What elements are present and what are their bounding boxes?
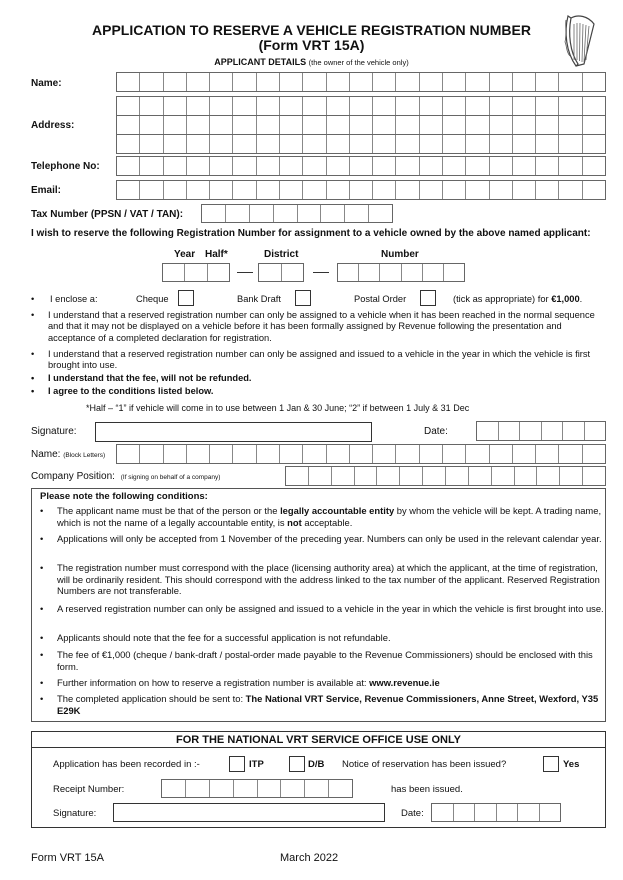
character-cell[interactable] xyxy=(490,445,513,463)
office-signature-field[interactable] xyxy=(113,803,385,822)
office-signature-label: Signature: xyxy=(53,808,97,819)
character-cell[interactable] xyxy=(499,422,521,440)
separator-dash xyxy=(237,272,253,273)
character-cell[interactable] xyxy=(140,135,163,153)
district-cells[interactable] xyxy=(258,263,304,282)
character-cell[interactable] xyxy=(210,73,233,91)
character-cell[interactable] xyxy=(210,445,233,463)
character-cell[interactable] xyxy=(233,181,256,199)
character-cell[interactable] xyxy=(540,804,561,821)
character-cell[interactable] xyxy=(281,780,305,797)
character-cell[interactable] xyxy=(443,445,466,463)
character-cell[interactable] xyxy=(466,116,489,134)
character-cell[interactable] xyxy=(542,422,564,440)
character-cell[interactable] xyxy=(466,73,489,91)
character-cell[interactable] xyxy=(536,116,559,134)
character-cell[interactable] xyxy=(350,135,373,153)
character-cell[interactable] xyxy=(140,445,163,463)
address-label: Address: xyxy=(31,120,75,131)
character-cell[interactable] xyxy=(210,135,233,153)
character-cell[interactable] xyxy=(513,97,536,115)
postal-order-checkbox[interactable] xyxy=(420,290,436,306)
character-cell[interactable] xyxy=(210,116,233,134)
applicant-details-heading: APPLICANT DETAILS (the owner of the vehicle only) xyxy=(214,57,409,67)
character-cell[interactable] xyxy=(443,73,466,91)
character-cell[interactable] xyxy=(380,264,401,281)
character-cell[interactable] xyxy=(280,135,303,153)
character-cell[interactable] xyxy=(513,135,536,153)
yes-label: Yes xyxy=(563,759,580,770)
character-cell[interactable] xyxy=(396,445,419,463)
character-cell[interactable] xyxy=(140,97,163,115)
character-cell[interactable] xyxy=(210,97,233,115)
character-cell[interactable] xyxy=(210,181,233,199)
character-cell[interactable] xyxy=(423,264,444,281)
receipt-label: Receipt Number: xyxy=(53,784,125,795)
character-cell[interactable] xyxy=(286,467,309,485)
character-cell[interactable] xyxy=(560,467,583,485)
character-cell[interactable] xyxy=(536,97,559,115)
character-cell[interactable] xyxy=(446,467,469,485)
character-cell[interactable] xyxy=(490,157,513,175)
character-cell[interactable] xyxy=(396,157,419,175)
character-cell[interactable] xyxy=(396,116,419,134)
character-cell[interactable] xyxy=(257,445,280,463)
character-cell[interactable] xyxy=(359,264,380,281)
half-note: *Half – “1” if vehicle will come in to use between 1 Jan & 30 June; “2” if between 1 July & 31 Dec xyxy=(86,403,470,413)
character-cell[interactable] xyxy=(303,97,326,115)
character-cell[interactable] xyxy=(466,135,489,153)
db-checkbox[interactable] xyxy=(289,756,305,772)
character-cell[interactable] xyxy=(117,135,140,153)
character-cell[interactable] xyxy=(250,205,274,222)
yes-checkbox[interactable] xyxy=(543,756,559,772)
character-cell[interactable] xyxy=(303,157,326,175)
bank-draft-checkbox[interactable] xyxy=(295,290,311,306)
character-cell[interactable] xyxy=(373,116,396,134)
character-cell[interactable] xyxy=(513,181,536,199)
year-half-cells[interactable] xyxy=(162,263,230,282)
character-cell[interactable] xyxy=(559,116,582,134)
character-cell[interactable] xyxy=(518,804,540,821)
character-cell[interactable] xyxy=(466,445,489,463)
character-cell[interactable] xyxy=(373,135,396,153)
character-cell[interactable] xyxy=(164,135,187,153)
character-cell[interactable] xyxy=(350,73,373,91)
footer-form: Form VRT 15A xyxy=(31,852,104,864)
character-cell[interactable] xyxy=(280,97,303,115)
character-cell[interactable] xyxy=(233,73,256,91)
postal-order-label: Postal Order xyxy=(354,294,407,304)
character-cell[interactable] xyxy=(117,73,140,91)
character-cell[interactable] xyxy=(536,445,559,463)
character-cell[interactable] xyxy=(282,264,304,281)
character-cell[interactable] xyxy=(420,116,443,134)
character-cell[interactable] xyxy=(298,205,322,222)
character-cell[interactable] xyxy=(420,445,443,463)
character-cell[interactable] xyxy=(303,116,326,134)
character-cell[interactable] xyxy=(583,181,605,199)
character-cell[interactable] xyxy=(443,116,466,134)
year-label: Year xyxy=(174,249,196,260)
character-cell[interactable] xyxy=(164,97,187,115)
character-cell[interactable] xyxy=(466,97,489,115)
character-cell[interactable] xyxy=(373,181,396,199)
character-cell[interactable] xyxy=(187,73,210,91)
signature-field[interactable] xyxy=(95,422,372,442)
character-cell[interactable] xyxy=(350,116,373,134)
company-position-cells[interactable] xyxy=(285,466,606,486)
character-cell[interactable] xyxy=(402,264,423,281)
db-label: D/B xyxy=(308,759,325,770)
character-cell[interactable] xyxy=(420,97,443,115)
character-cell[interactable] xyxy=(369,205,392,222)
character-cell[interactable] xyxy=(515,467,538,485)
character-cell[interactable] xyxy=(187,181,210,199)
character-cell[interactable] xyxy=(373,73,396,91)
issued-label: has been issued. xyxy=(391,784,463,795)
tax-number-input-cells[interactable] xyxy=(201,204,393,223)
character-cell[interactable] xyxy=(396,97,419,115)
character-cell[interactable] xyxy=(536,73,559,91)
character-cell[interactable] xyxy=(226,205,250,222)
itp-checkbox[interactable] xyxy=(229,756,245,772)
character-cell[interactable] xyxy=(303,445,326,463)
character-cell[interactable] xyxy=(466,157,489,175)
character-cell[interactable] xyxy=(117,157,140,175)
tax-number-label: Tax Number (PPSN / VAT / TAN): xyxy=(31,209,184,220)
character-cell[interactable] xyxy=(373,445,396,463)
character-cell[interactable] xyxy=(117,116,140,134)
character-cell[interactable] xyxy=(475,804,497,821)
character-cell[interactable] xyxy=(257,157,280,175)
character-cell[interactable] xyxy=(233,445,256,463)
character-cell[interactable] xyxy=(490,135,513,153)
character-cell[interactable] xyxy=(117,445,140,463)
character-cell[interactable] xyxy=(332,467,355,485)
character-cell[interactable] xyxy=(303,73,326,91)
character-cell[interactable] xyxy=(497,804,519,821)
character-cell[interactable] xyxy=(490,97,513,115)
character-cell[interactable] xyxy=(559,181,582,199)
character-cell[interactable] xyxy=(257,116,280,134)
character-cell[interactable] xyxy=(280,116,303,134)
character-cell[interactable] xyxy=(350,97,373,115)
cheque-checkbox[interactable] xyxy=(178,290,194,306)
character-cell[interactable] xyxy=(140,157,163,175)
character-cell[interactable] xyxy=(309,467,332,485)
character-cell[interactable] xyxy=(350,181,373,199)
character-cell[interactable] xyxy=(443,157,466,175)
character-cell[interactable] xyxy=(559,97,582,115)
character-cell[interactable] xyxy=(140,181,163,199)
receipt-number-cells[interactable] xyxy=(161,779,353,798)
bank-draft-label: Bank Draft xyxy=(237,294,281,304)
character-cell[interactable] xyxy=(443,97,466,115)
character-cell[interactable] xyxy=(140,116,163,134)
character-cell[interactable] xyxy=(373,97,396,115)
character-cell[interactable] xyxy=(583,73,605,91)
office-use-heading: FOR THE NATIONAL VRT SERVICE OFFICE USE ONLY xyxy=(175,734,461,746)
character-cell[interactable] xyxy=(257,181,280,199)
character-cell[interactable] xyxy=(490,73,513,91)
character-cell[interactable] xyxy=(583,467,605,485)
character-cell[interactable] xyxy=(490,181,513,199)
signature-label: Signature: xyxy=(31,426,77,437)
character-cell[interactable] xyxy=(210,157,233,175)
character-cell[interactable] xyxy=(257,135,280,153)
character-cell[interactable] xyxy=(537,467,560,485)
character-cell[interactable] xyxy=(396,135,419,153)
character-cell[interactable] xyxy=(305,780,329,797)
character-cell[interactable] xyxy=(513,116,536,134)
form-title: APPLICATION TO RESERVE A VEHICLE REGISTRATION NUMBER xyxy=(92,22,531,38)
character-cell[interactable] xyxy=(185,264,207,281)
character-cell[interactable] xyxy=(536,157,559,175)
character-cell[interactable] xyxy=(233,157,256,175)
character-cell[interactable] xyxy=(303,135,326,153)
character-cell[interactable] xyxy=(327,97,350,115)
notice-label: Notice of reservation has been issued? xyxy=(342,759,507,770)
block-name-label: Name: (Block Letters) xyxy=(31,449,106,460)
character-cell[interactable] xyxy=(490,116,513,134)
character-cell[interactable] xyxy=(423,467,446,485)
character-cell[interactable] xyxy=(164,181,187,199)
character-cell[interactable] xyxy=(257,73,280,91)
character-cell[interactable] xyxy=(321,205,345,222)
character-cell[interactable] xyxy=(303,181,326,199)
character-cell[interactable] xyxy=(280,157,303,175)
character-cell[interactable] xyxy=(164,445,187,463)
character-cell[interactable] xyxy=(563,422,585,440)
recorded-label: Application has been recorded in :- xyxy=(53,759,200,770)
character-cell[interactable] xyxy=(432,804,454,821)
character-cell[interactable] xyxy=(513,157,536,175)
block-name-cells[interactable] xyxy=(116,444,606,464)
character-cell[interactable] xyxy=(140,73,163,91)
character-cell[interactable] xyxy=(513,445,536,463)
character-cell[interactable] xyxy=(258,780,282,797)
character-cell[interactable] xyxy=(536,135,559,153)
character-cell[interactable] xyxy=(583,135,605,153)
character-cell[interactable] xyxy=(202,205,226,222)
itp-label: ITP xyxy=(249,759,264,770)
character-cell[interactable] xyxy=(559,73,582,91)
character-cell[interactable] xyxy=(327,157,350,175)
character-cell[interactable] xyxy=(234,780,258,797)
half-label: Half* xyxy=(205,249,228,260)
character-cell[interactable] xyxy=(187,445,210,463)
character-cell[interactable] xyxy=(210,780,234,797)
character-cell[interactable] xyxy=(492,467,515,485)
address-line-1-cells[interactable] xyxy=(116,96,606,116)
character-cell[interactable] xyxy=(345,205,369,222)
character-cell[interactable] xyxy=(420,73,443,91)
character-cell[interactable] xyxy=(444,264,464,281)
character-cell[interactable] xyxy=(583,116,605,134)
character-cell[interactable] xyxy=(520,422,542,440)
address-line-3-cells[interactable] xyxy=(116,134,606,154)
character-cell[interactable] xyxy=(454,804,476,821)
character-cell[interactable] xyxy=(477,422,499,440)
character-cell[interactable] xyxy=(377,467,400,485)
character-cell[interactable] xyxy=(162,780,186,797)
office-date-label: Date: xyxy=(401,808,424,819)
number-label: Number xyxy=(381,249,419,260)
character-cell[interactable] xyxy=(469,467,492,485)
character-cell[interactable] xyxy=(233,97,256,115)
tick-note: (tick as appropriate) for €1,000. xyxy=(453,294,583,304)
character-cell[interactable] xyxy=(559,157,582,175)
company-position-label: Company Position: (If signing on behalf of a company) xyxy=(31,471,221,482)
character-cell[interactable] xyxy=(233,135,256,153)
character-cell[interactable] xyxy=(559,135,582,153)
character-cell[interactable] xyxy=(233,116,256,134)
character-cell[interactable] xyxy=(327,116,350,134)
form-subtitle: (Form VRT 15A) xyxy=(258,37,365,53)
character-cell[interactable] xyxy=(280,445,303,463)
character-cell[interactable] xyxy=(329,780,352,797)
footer-date: March 2022 xyxy=(280,852,339,864)
character-cell[interactable] xyxy=(187,97,210,115)
character-cell[interactable] xyxy=(280,73,303,91)
character-cell[interactable] xyxy=(280,181,303,199)
character-cell[interactable] xyxy=(164,116,187,134)
character-cell[interactable] xyxy=(396,181,419,199)
character-cell[interactable] xyxy=(585,422,606,440)
character-cell[interactable] xyxy=(373,157,396,175)
character-cell[interactable] xyxy=(350,157,373,175)
character-cell[interactable] xyxy=(187,116,210,134)
character-cell[interactable] xyxy=(164,157,187,175)
name-label: Name: xyxy=(31,78,62,89)
character-cell[interactable] xyxy=(583,445,605,463)
office-date-cells[interactable] xyxy=(431,803,561,822)
character-cell[interactable] xyxy=(164,73,187,91)
character-cell[interactable] xyxy=(338,264,359,281)
telephone-label: Telephone No: xyxy=(31,161,100,172)
name-input-cells[interactable] xyxy=(116,72,606,92)
separator-dash xyxy=(313,272,329,273)
character-cell[interactable] xyxy=(187,135,210,153)
character-cell[interactable] xyxy=(420,181,443,199)
character-cell[interactable] xyxy=(327,135,350,153)
character-cell[interactable] xyxy=(259,264,282,281)
character-cell[interactable] xyxy=(443,135,466,153)
character-cell[interactable] xyxy=(559,445,582,463)
character-cell[interactable] xyxy=(208,264,229,281)
character-cell[interactable] xyxy=(187,157,210,175)
character-cell[interactable] xyxy=(186,780,210,797)
district-label: District xyxy=(264,249,299,260)
character-cell[interactable] xyxy=(257,97,280,115)
character-cell[interactable] xyxy=(327,181,350,199)
character-cell[interactable] xyxy=(117,181,140,199)
address-line-2-cells[interactable] xyxy=(116,115,606,135)
character-cell[interactable] xyxy=(536,181,559,199)
character-cell[interactable] xyxy=(350,445,373,463)
character-cell[interactable] xyxy=(327,73,350,91)
character-cell[interactable] xyxy=(163,264,185,281)
character-cell[interactable] xyxy=(420,135,443,153)
date-cells[interactable] xyxy=(476,421,606,441)
number-cells[interactable] xyxy=(337,263,465,282)
character-cell[interactable] xyxy=(443,181,466,199)
reserve-intro: I wish to reserve the following Registration Number for assignment to a vehicle owned by the above named applicant: xyxy=(31,228,591,239)
character-cell[interactable] xyxy=(117,97,140,115)
date-label: Date: xyxy=(424,426,448,437)
email-label: Email: xyxy=(31,185,62,196)
character-cell[interactable] xyxy=(583,97,605,115)
email-input-cells[interactable] xyxy=(116,180,606,200)
cheque-label: Cheque xyxy=(136,294,169,304)
character-cell[interactable] xyxy=(355,467,378,485)
character-cell[interactable] xyxy=(583,157,605,175)
character-cell[interactable] xyxy=(420,157,443,175)
character-cell[interactable] xyxy=(400,467,423,485)
character-cell[interactable] xyxy=(396,73,419,91)
telephone-input-cells[interactable] xyxy=(116,156,606,176)
conditions-heading: Please note the following conditions: xyxy=(40,491,208,502)
character-cell[interactable] xyxy=(274,205,298,222)
character-cell[interactable] xyxy=(327,445,350,463)
character-cell[interactable] xyxy=(513,73,536,91)
character-cell[interactable] xyxy=(466,181,489,199)
